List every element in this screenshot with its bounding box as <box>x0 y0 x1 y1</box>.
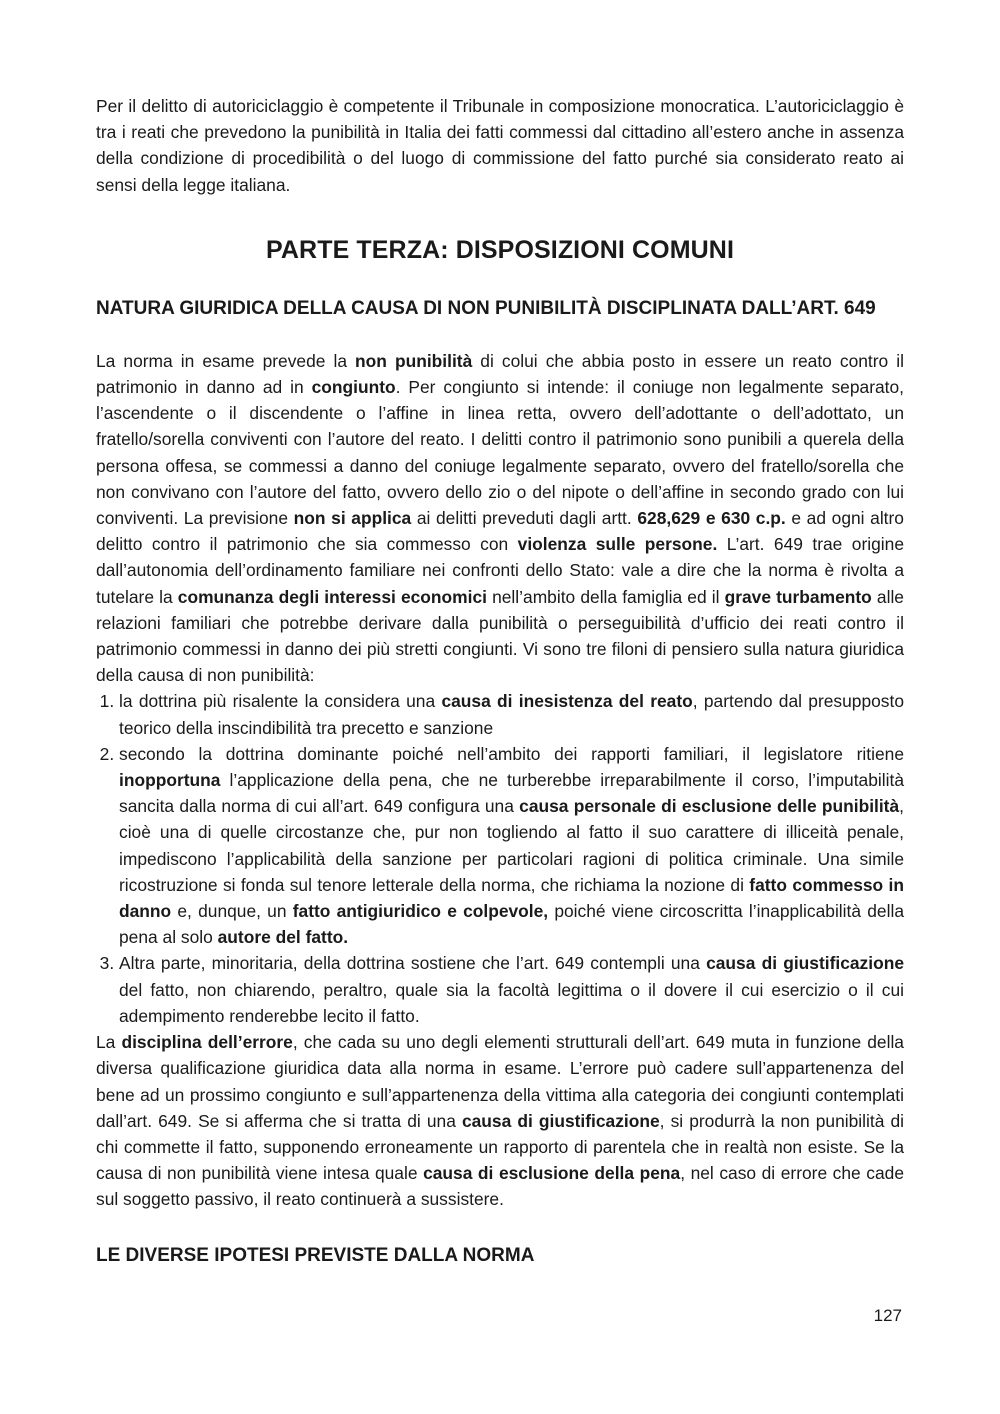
bold-run: causa di esclusione della pena <box>423 1163 681 1184</box>
bold-run: grave turbamento <box>724 586 872 607</box>
text-run: di colui che abbia posto in essere un reato contro il patrimonio in danno ad in <box>96 350 904 398</box>
text-run: e, dunque, un <box>171 901 293 922</box>
text-run: l’applicazione della pena, che ne turberebbe irreparabilmente il corso, l’imputabilità sancita dalla norma di cui all’art. 649 configura una <box>119 770 904 817</box>
page-number: 127 <box>873 1306 902 1325</box>
text-run: , che cada su uno degli elementi strutturali dell’art. 649 muta in funzione della diversa qualificazione giuridica data alla norma in esame. L’errore può cadere sull’appartenenza del bene ad un prossimo congiunto e sull’appartenenza della vittima alla categoria dei congiunti contemplati dall’art. 649. Se si afferma che si tratta di una <box>96 1032 904 1131</box>
document-page <box>96 93 904 1269</box>
text-run: La norma in esame prevede la <box>96 350 356 371</box>
bold-run: causa personale di esclusione delle punibilità <box>519 796 900 817</box>
text-run: . Per congiunto si intende: il coniuge non legalmente separato, l’ascendente o il discendente o l’affine in linea retta, ovvero dell’adottante o dell’adottato, un fratello/sorella conviventi con l’autore del reato. I delitti contro il patrimonio sono punibili a querela della persona offesa, se commessi a danno del coniuge legalmente separato, ovvero del fratello/sorella che non convivano con l’autore del fatto, ovvero dello zio o del nipote o dell’affine in secondo grado con lui conviventi. La previsione <box>96 377 904 529</box>
text-run: La <box>96 1032 122 1053</box>
bold-run: non punibilità <box>355 350 473 371</box>
text-run: poiché viene circoscritta l’inapplicabilità della pena al solo <box>119 901 904 948</box>
text-run: la dottrina più risalente la considera una <box>119 691 442 712</box>
text-run: e ad ogni altro delitto contro il patrimonio che sia commesso con <box>96 508 904 555</box>
bold-run: non si applica <box>293 508 412 529</box>
section-paragraph-errore <box>96 1029 904 1212</box>
bold-run: causa di inesistenza del reato <box>441 691 693 712</box>
text-run: nell’ambito della famiglia ed il <box>486 586 725 607</box>
list-item <box>119 950 904 1029</box>
intro-paragraph: Per il delitto di autoriciclaggio è competente il Tribunale in composizione monocratica. L’autoriciclaggio è tra i reati che prevedono la punibilità in Italia dei fatti commessi dal cittadino all’estero anche in assenza della condizione di procedibilità o del luogo di commissione del fatto purché sia considerato reato ai sensi della legge italiana. <box>96 96 904 195</box>
section-heading-natura-giuridica: NATURA GIURIDICA DELLA CAUSA DI NON PUNIBILITÀ DISCIPLINATA DALL’ART. 649 <box>96 297 876 319</box>
theories-list <box>96 688 904 1029</box>
section-paragraph-norma <box>96 348 904 689</box>
text-run: ai delitti preveduti dagli artt. <box>411 508 638 529</box>
text-run: Altra parte, minoritaria, della dottrina sostiene che l’art. 649 contempli una <box>119 953 707 974</box>
bold-run: causa di giustificazione <box>461 1110 660 1131</box>
bold-run: comunanza degli interessi economici <box>177 586 487 607</box>
list-item <box>119 741 904 951</box>
bold-run: fatto antigiuridico e colpevole, <box>292 901 549 922</box>
section-heading-diverse-ipotesi: LE DIVERSE IPOTESI PREVISTE DALLA NORMA <box>96 1244 535 1266</box>
bold-run: causa di giustificazione <box>706 953 905 974</box>
text-run: , cioè una di quelle circostanze che, pur non togliendo al fatto il suo carattere di illiceità penale, impediscono l’applicabilità della sanzione per particolari ragioni di politica criminale. Una simile ricostruzione si fonda sul tenore letterale della norma, che richiama la nozione di <box>119 796 904 895</box>
text-run: , nel caso di errore che cade sul soggetto passivo, il reato continuerà a sussistere. <box>96 1163 904 1210</box>
bold-run: autore del fatto. <box>217 927 349 948</box>
part-title: PARTE TERZA: DISPOSIZIONI COMUNI <box>265 235 735 264</box>
bold-run: 628,629 e 630 c.p. <box>637 508 786 529</box>
text-run: alle relazioni familiari che potrebbe derivare dalla punibilità o perseguibilità d’ufficio dei reati contro il patrimonio commessi in danno dei più stretti congiunti. Vi sono tre filoni di pensiero sulla natura giuridica della causa di non punibilità: <box>96 586 904 686</box>
text-run: secondo la dottrina dominante poiché nell’ambito dei rapporti familiari, il legislatore ritiene <box>119 743 904 764</box>
bold-run: congiunto <box>311 377 396 398</box>
text-run: del fatto, non chiarendo, peraltro, quale sia la facoltà legittima o il dovere il cui esercizio o il cui adempimento renderebbe lecito il fatto. <box>119 979 904 1026</box>
bold-run: violenza sulle persone. <box>517 534 718 555</box>
list-item <box>119 688 904 740</box>
text-run: , si produrrà la non punibilità di chi commette il fatto, supponendo erroneamente un rapporto di parentela che in realtà non esiste. Se la causa di non punibilità viene intesa quale <box>96 1110 904 1184</box>
text-run: L’art. 649 trae origine dall’autonomia dell’ordinamento familiare nei confronti dello Stato: vale a dire che la norma è rivolta a tutelare la <box>96 534 904 607</box>
bold-run: disciplina dell’errore <box>121 1032 293 1053</box>
text-run: , partendo dal presupposto teorico della inscindibilità tra precetto e sanzione <box>119 691 905 738</box>
bold-run: fatto commesso in danno <box>119 874 904 922</box>
bold-run: inopportuna <box>119 770 221 791</box>
